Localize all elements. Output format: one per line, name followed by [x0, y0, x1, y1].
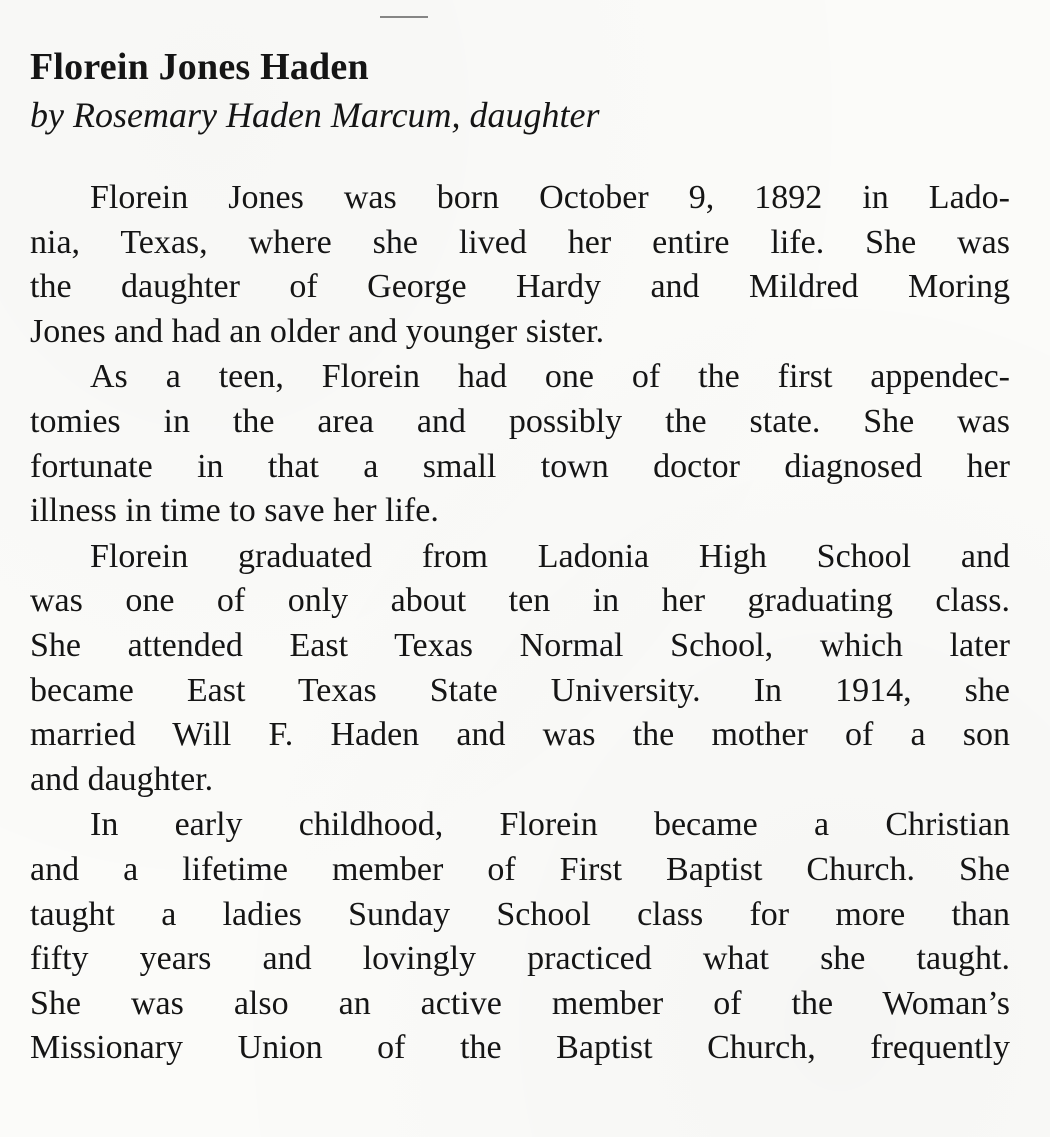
text-line: Jones and had an older and younger sister.: [30, 312, 605, 350]
text-line: was one of only about ten in her graduating class.: [30, 582, 1010, 620]
text-line: tomies in the area and possibly the state. She was: [30, 402, 1010, 440]
text-line: In early childhood, Florein became a Christian: [90, 806, 1010, 844]
text-line: As a teen, Florein had one of the first appendec-: [90, 358, 1010, 396]
text-line: Florein graduated from Ladonia High School and: [90, 537, 1010, 575]
text-line: fortunate in that a small town doctor diagnosed her: [30, 447, 1010, 485]
text-line: the daughter of George Hardy and Mildred Moring: [30, 268, 1010, 306]
paragraph-1: [30, 176, 1010, 354]
scan-mark: [380, 16, 428, 18]
paragraph-3: [30, 535, 1010, 803]
text-line: Florein Jones was born October 9, 1892 in Lado-: [90, 179, 1010, 216]
text-line: married Will F. Haden and was the mother of a son: [30, 716, 1010, 754]
article-title: Florein Jones Haden: [30, 46, 369, 88]
text-line: and daughter.: [30, 760, 214, 798]
paragraph-2: [30, 355, 1010, 533]
text-line: nia, Texas, where she lived her entire life. She was: [30, 223, 1010, 261]
article-byline: by Rosemary Haden Marcum, daughter: [30, 95, 600, 135]
text-line: Missionary Union of the Baptist Church, frequently: [30, 1029, 1010, 1067]
text-line: She attended East Texas Normal School, which later: [30, 626, 1010, 664]
text-line: She was also an active member of the Woman’s: [30, 984, 1010, 1022]
paragraph-4: [30, 803, 1010, 1071]
text-line: illness in time to save her life.: [30, 492, 439, 530]
text-line: fifty years and lovingly practiced what she taught.: [30, 940, 1010, 978]
text-line: taught a ladies Sunday School class for more than: [30, 895, 1010, 933]
text-line: became East Texas State University. In 1914, she: [30, 671, 1010, 709]
article: [30, 42, 1010, 1072]
text-line: and a lifetime member of First Baptist Church. She: [30, 850, 1010, 888]
